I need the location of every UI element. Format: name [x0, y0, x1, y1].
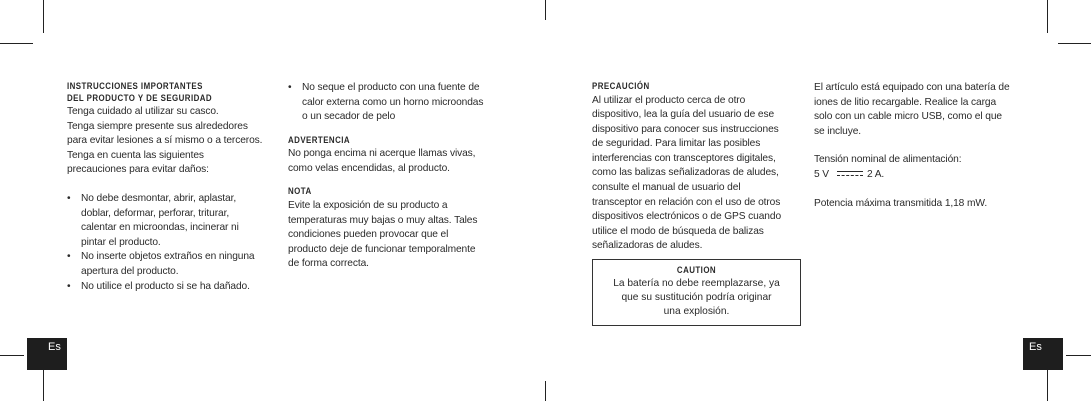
body-line: de forma correcta. [288, 258, 369, 270]
warning-heading: ADVERTENCIA [288, 134, 351, 145]
body-line: señalizadoras de aludes. [592, 240, 703, 252]
caution-line: que su sustitución podría originar [621, 291, 772, 303]
section-heading: DEL PRODUCTO Y DE SEGURIDAD [67, 92, 213, 103]
dc-symbol-icon [837, 170, 863, 178]
page-tab-right [1023, 338, 1063, 370]
power-line: Potencia máxima transmitida 1,18 mW. [814, 197, 988, 209]
battery-column [814, 81, 1029, 211]
crop-mark [545, 381, 546, 401]
body-line: No ponga encima ni acerque llamas vivas, [288, 148, 476, 160]
section-heading: INSTRUCCIONES IMPORTANTES [67, 81, 203, 91]
page-language-label: Es [48, 341, 61, 353]
body-line: como las balizas señalizadoras de aludes, [592, 167, 779, 179]
body-line: dispositivo, lea la guía del usuario de ese [592, 109, 775, 121]
bullet-item: • No debe desmontar, abrir, aplastar, doblar, deformar, perforar, triturar, calentar en microondas, incinerar ni pintar el producto. [67, 192, 277, 250]
crop-mark [1066, 355, 1091, 356]
body-line: solo con un cable micro USB, como el que [814, 111, 1002, 123]
bullet-item: • No seque el producto con una fuente de calor externa como un horno microondas o un secador de pelo [288, 81, 503, 125]
body-line: dispositivo para conocer sus instrucciones [592, 123, 779, 135]
body-line: transceptor en relación con el uso de otros [592, 196, 781, 208]
caution-line: La batería no debe reemplazarse, ya [613, 277, 780, 289]
body-line: como velas encendidas, al producto. [288, 162, 450, 174]
body-line: Tenga siempre presente sus alrededores [67, 120, 248, 132]
body-line: iones de litio recargable. Realice la carga [814, 96, 997, 108]
safety-instructions-column [67, 81, 277, 294]
bullet-item: • No inserte objetos extraños en ninguna apertura del producto. [67, 250, 277, 279]
body-line: Evite la exposición de su producto a [288, 199, 448, 211]
body-line: se incluye. [814, 125, 862, 137]
page-language-label: Es [1029, 341, 1042, 353]
caution-heading: CAUTION [676, 265, 717, 275]
body-line: utilice el modo de búsqueda de balizas [592, 225, 764, 237]
page-tab-left [27, 338, 67, 370]
body-line: Tenga cuidado al utilizar su casco. [67, 106, 219, 117]
body-line: temperaturas muy bajas o muy altas. Tales [288, 214, 478, 226]
crop-mark [1047, 370, 1048, 401]
body-line: precauciones para evitar daños: [67, 164, 209, 176]
body-line: consulte el manual de usuario del [592, 182, 741, 194]
crop-mark [0, 355, 24, 356]
note-heading: NOTA [288, 186, 312, 197]
crop-mark [0, 43, 33, 44]
body-line: El artículo está equipado con una batería de [814, 82, 1010, 93]
precaution-heading: PRECAUCIÓN [592, 81, 650, 91]
voltage-rating [814, 168, 1029, 183]
body-line: Tenga en cuenta las siguientes [67, 149, 204, 161]
current-value: 2 A. [867, 168, 885, 180]
body-line: interferencias con transceptores digitales, [592, 152, 776, 164]
body-line: producto deje de funcionar temporalmente [288, 243, 476, 255]
voltage-label: Tensión nominal de alimentación: [814, 154, 962, 166]
body-line: condiciones pueden provocar que el [288, 229, 449, 241]
body-line: dispositivos electrónicos o de GPS cuando [592, 211, 782, 223]
body-line: de seguridad. Para limitar las posibles [592, 138, 761, 150]
voltage-value: 5 V [814, 168, 829, 180]
body-line: para evitar lesiones a sí mismo o a terceros. [67, 135, 263, 147]
crop-mark [43, 0, 44, 33]
crop-mark [1058, 43, 1091, 44]
body-line: Al utilizar el producto cerca de otro [592, 94, 746, 106]
crop-mark [545, 0, 546, 20]
caution-box [592, 259, 801, 326]
precaution-column [592, 81, 802, 254]
caution-line: una explosión. [663, 305, 730, 317]
warnings-column [288, 81, 503, 272]
bullet-item: • No utilice el producto si se ha dañado. [67, 280, 277, 295]
crop-mark [43, 370, 44, 401]
crop-mark [1047, 0, 1048, 33]
